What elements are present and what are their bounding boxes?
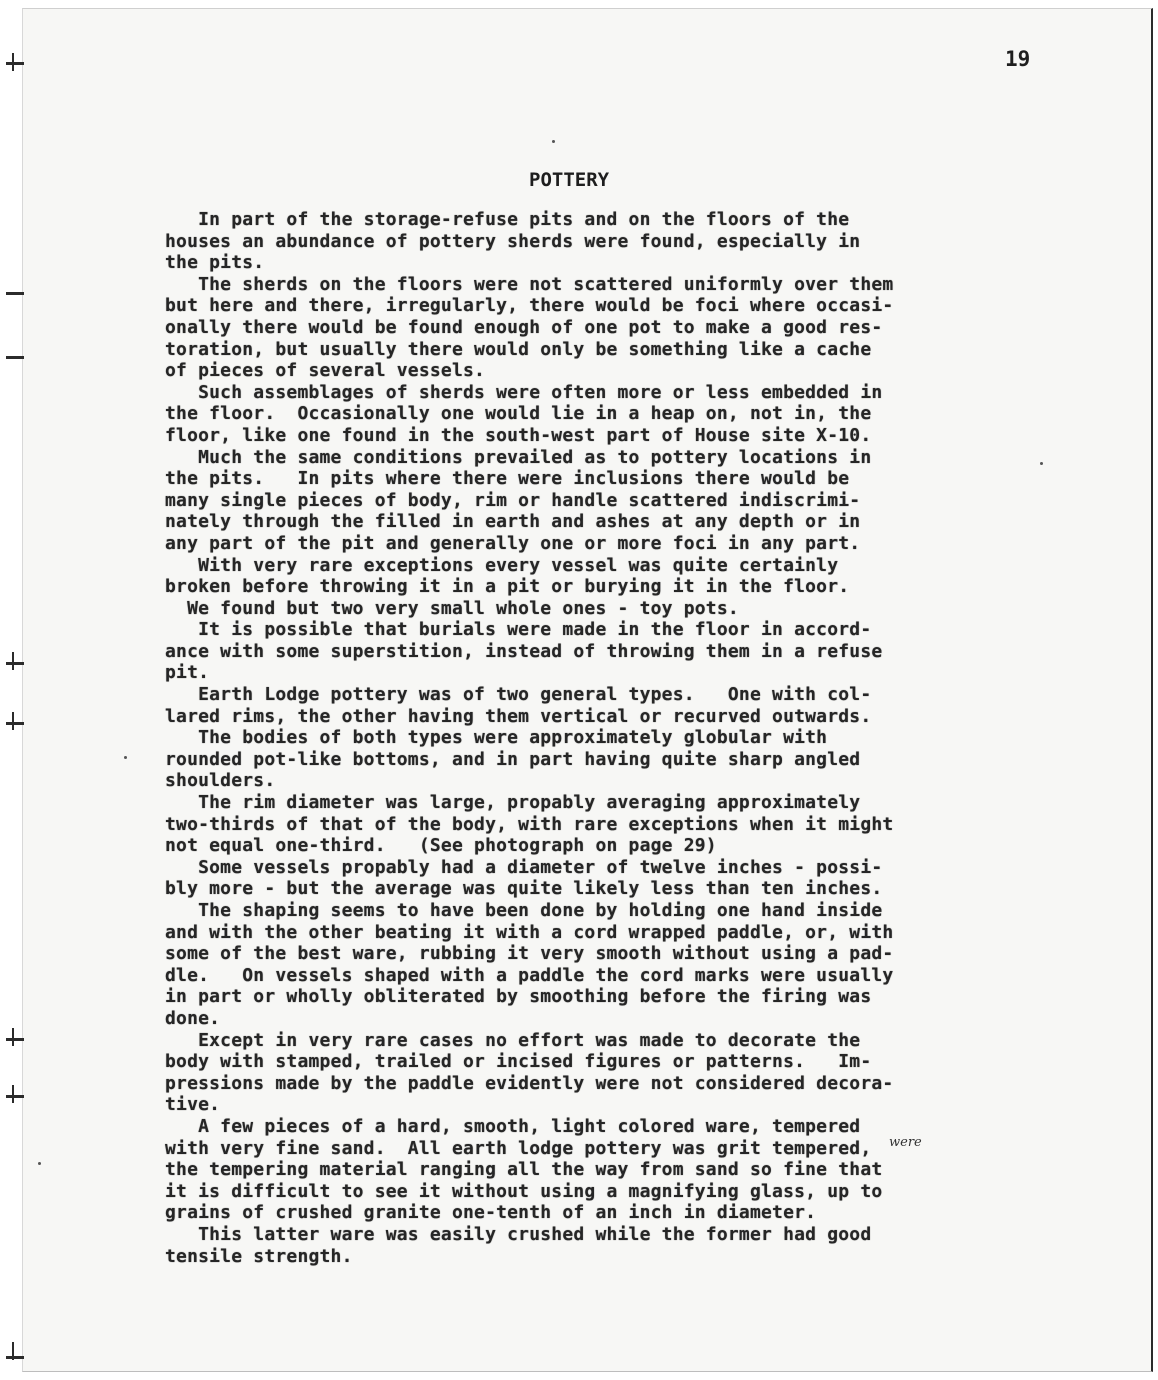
text-line: shoulders.	[165, 770, 276, 792]
margin-tick	[6, 1356, 24, 1359]
margin-tick-stem	[12, 712, 14, 730]
text-line: the floor. Occasionally one would lie in a heap on, not in, the	[165, 403, 872, 425]
margin-tick-stem	[12, 1028, 14, 1046]
handwritten-insertion: were	[889, 1135, 922, 1150]
text-line: tive.	[165, 1094, 221, 1116]
text-line: pressions made by the paddle evidently were not considered decora-	[165, 1072, 894, 1094]
text-line: many single pieces of body, rim or handle scattered indiscrimi-	[165, 489, 861, 511]
margin-tick	[6, 1095, 24, 1098]
text-line: onally there would be found enough of one pot to make a good res-	[165, 316, 883, 338]
text-line: It is possible that burials were made in the floor in accord-	[165, 619, 872, 641]
text-line: houses an abundance of pottery sherds were found, especially in	[165, 230, 861, 252]
text-line: nately through the filled in earth and ashes at any depth or in	[165, 511, 861, 533]
document-page	[22, 8, 1153, 1372]
text-line: grains of crushed granite one-tenth of an inch in diameter.	[165, 1202, 817, 1224]
margin-tick-stem	[12, 652, 14, 670]
text-line: some of the best ware, rubbing it very smooth without using a pad-	[165, 943, 894, 965]
margin-tick	[6, 292, 24, 295]
margin-tick	[6, 62, 24, 65]
scan-speck	[124, 756, 127, 759]
text-line: This latter ware was easily crushed while the former had good	[165, 1223, 872, 1245]
text-line: the pits.	[165, 252, 265, 274]
text-line: in part or wholly obliterated by smoothing before the firing was	[165, 986, 872, 1008]
text-line: any part of the pit and generally one or more foci in any part.	[165, 532, 861, 554]
margin-tick	[6, 356, 24, 359]
text-line: floor, like one found in the south-west part of House site X-10.	[165, 424, 872, 446]
text-line: two-thirds of that of the body, with rare exceptions when it might	[165, 813, 894, 835]
text-line: Except in very rare cases no effort was made to decorate the	[165, 1029, 861, 1051]
text-line: The bodies of both types were approximately globular with	[165, 727, 828, 749]
text-line: lared rims, the other having them vertical or recurved outwards.	[165, 705, 872, 727]
text-line: dle. On vessels shaped with a paddle the cord marks were usually	[165, 964, 894, 986]
margin-tick	[6, 722, 24, 725]
text-line: ance with some superstition, instead of throwing them in a refuse	[165, 640, 883, 662]
text-line: The rim diameter was large, propably averaging approximately	[165, 792, 861, 814]
margin-tick	[6, 662, 24, 665]
text-line: not equal one-third. (See photograph on page 29)	[165, 835, 717, 857]
text-line: We found but two very small whole ones - toy pots.	[165, 597, 739, 619]
body-text	[165, 209, 1085, 1267]
text-line: done.	[165, 1007, 221, 1029]
page-number: 19	[1005, 47, 1031, 71]
text-line: with very fine sand. All earth lodge pottery was grit tempered,	[165, 1137, 872, 1159]
text-line: of pieces of several vessels.	[165, 360, 486, 382]
scan-speck	[38, 1162, 41, 1165]
text-line: toration, but usually there would only be something like a cache	[165, 338, 872, 360]
text-line: The sherds on the floors were not scattered uniformly over them	[165, 273, 894, 295]
page-title: POTTERY	[529, 169, 610, 191]
text-line: Some vessels propably had a diameter of twelve inches - possi-	[165, 856, 883, 878]
text-line: and with the other beating it with a cord wrapped paddle, or, with	[165, 921, 894, 943]
text-line: Such assemblages of sherds were often more or less embedded in	[165, 381, 883, 403]
text-line: but here and there, irregularly, there would be foci where occasi-	[165, 295, 894, 317]
scan-speck	[552, 140, 555, 143]
text-line: rounded pot-like bottoms, and in part having quite sharp angled	[165, 748, 861, 770]
margin-tick-stem	[12, 1342, 14, 1360]
text-line: The shaping seems to have been done by holding one hand inside	[165, 900, 883, 921]
margin-tick	[6, 1038, 24, 1041]
text-line: Earth Lodge pottery was of two general types. One with col-	[165, 684, 872, 706]
text-line: A few pieces of a hard, smooth, light colored ware, tempered	[165, 1115, 861, 1137]
text-line: broken before throwing it in a pit or burying it in the floor.	[165, 576, 850, 598]
text-line: it is difficult to see it without using a magnifying glass, up to	[165, 1180, 883, 1202]
text-line: tensile strength.	[165, 1245, 353, 1267]
margin-tick-stem	[12, 1085, 14, 1103]
text-line: In part of the storage-refuse pits and on the floors of the	[165, 209, 850, 230]
text-line: body with stamped, trailed or incised figures or patterns. Im-	[165, 1051, 872, 1073]
scan-speck	[1040, 462, 1043, 465]
text-line: the pits. In pits where there were inclusions there would be	[165, 468, 850, 490]
text-line: Much the same conditions prevailed as to pottery locations in	[165, 446, 872, 468]
text-line: pit.	[165, 662, 210, 684]
text-line: the tempering material ranging all the way from sand so fine that	[165, 1159, 883, 1181]
margin-tick-stem	[12, 53, 14, 71]
text-line: bly more - but the average was quite likely less than ten inches.	[165, 878, 883, 900]
text-line: With very rare exceptions every vessel was quite certainly	[165, 554, 839, 576]
